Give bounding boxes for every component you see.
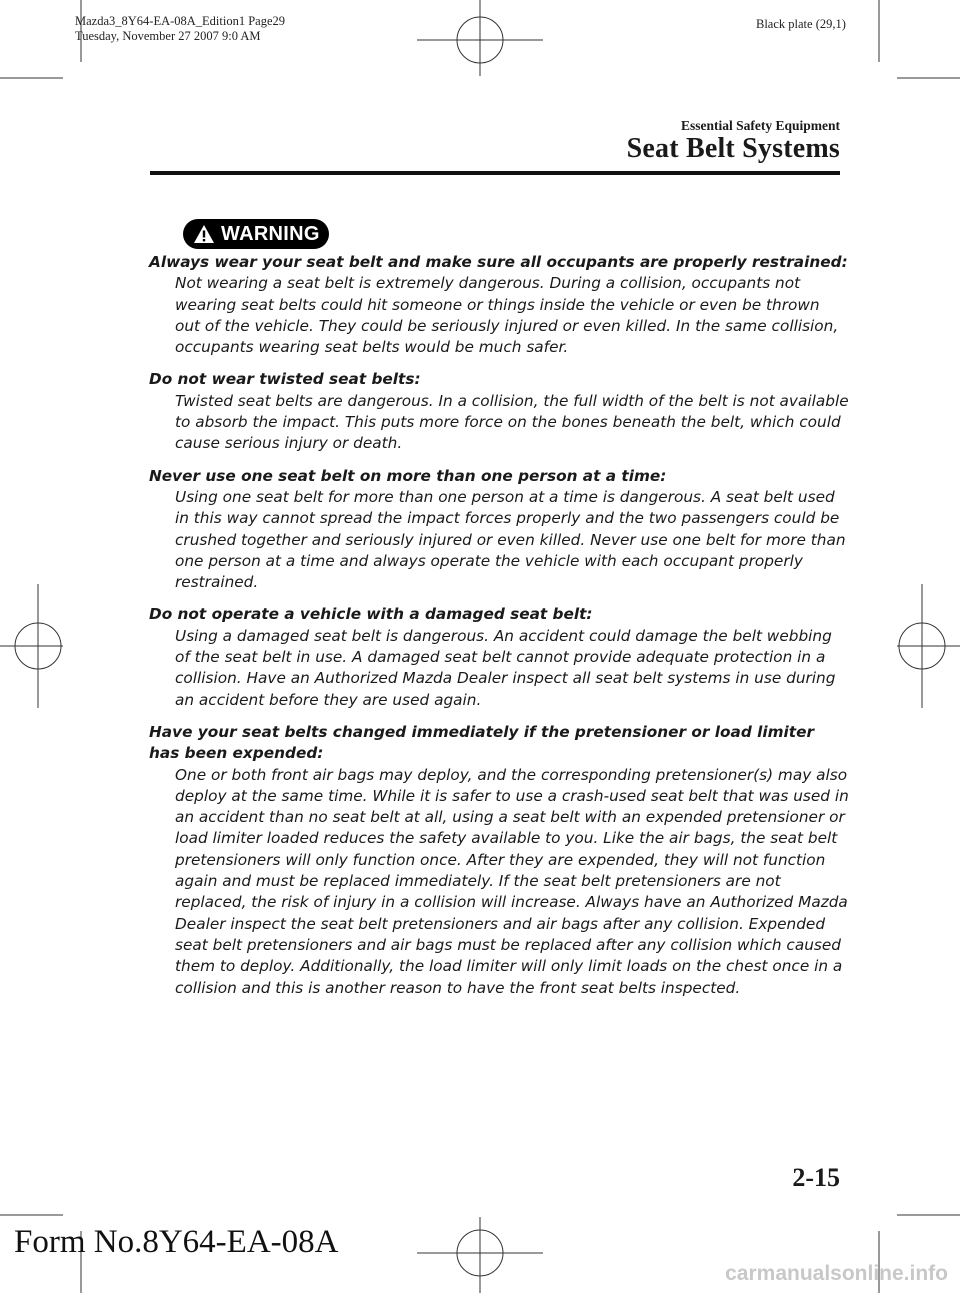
warning-item-body: Twisted seat belts are dangerous. In a collision, the full width of the belt is not available to absorb the impact. This puts more force on the bones beneath the belt, which could cause serious injury or death. — [175, 391, 849, 453]
page-title: Seat Belt Systems — [626, 133, 840, 164]
warning-label: WARNING — [221, 222, 320, 245]
warning-badge — [183, 219, 329, 249]
print-metadata — [75, 14, 285, 44]
warning-triangle-icon — [193, 224, 215, 244]
section-label: Essential Safety Equipment — [680, 118, 840, 133]
watermark: carmanualsonline.info — [725, 1262, 948, 1285]
warning-item-body: Not wearing a seat belt is extremely dangerous. During a collision, occupants not wearing seat belts could hit someone or things inside the vehicle or even be thrown out of the vehicle. They could be seriously injured or even killed. In the same collision, occupants wearing seat belts would be much safer. — [175, 274, 839, 357]
warning-item — [149, 466, 849, 594]
warning-item-body: One or both front air bags may deploy, and the corresponding pretensioner(s) may also deploy at the same time. While it is safer to use a crash-used seat belt that was used in an accident than no seat belt at all, using a seat belt with an expended pretensioner or load limiter loaded reduces the safety available to you. Like the air bags, the seat belt pretensioners will only function once. After they are expended, they will not function again and must be replaced immediately. If the seat belt pretensioners are not replaced, the risk of injury in a collision will increase. Always have an Authorized Mazda Dealer inspect the seat belt pretensioners and air bags after any collision. Expended seat belt pretensioners and air bags must be replaced after any collision which caused them to deploy. Additionally, the load limiter will only limit loads on the chest once in a collision and this is another reason to have the front seat belts inspected. — [175, 765, 849, 997]
warning-item-body: Using one seat belt for more than one person at a time is dangerous. A seat belt used in this way cannot spread the impact forces properly and the two passengers could be crushed together and seriously injured or even killed. Never use one belt for more than one person at a time and always operate the vehicle with each occupant properly restrained. — [175, 487, 846, 592]
form-number: Form No.8Y64-EA-08A — [14, 1224, 339, 1260]
warning-item-heading: Always wear your seat belt and make sure all occupants are properly restrained: — [149, 253, 848, 271]
warning-item-heading: Have your seat belts changed immediately if the pretensioner or load limiter has been expended: — [149, 722, 814, 763]
print-meta-line1: Mazda3_8Y64-EA-08A_Edition1 Page29 — [75, 14, 286, 28]
print-meta-line2: Tuesday, November 27 2007 9:0 AM — [75, 29, 261, 43]
warning-item-body: Using a damaged seat belt is dangerous. An accident could damage the belt webbing of the seat belt in use. A damaged seat belt cannot provide adequate protection in a collision. Have an Authorized Mazda Dealer inspect all seat belt systems in use during an accident before they are used again. — [175, 626, 836, 709]
warning-item — [149, 604, 849, 710]
warning-content — [149, 252, 849, 1010]
page-number: 2-15 — [792, 1163, 840, 1192]
warning-item-heading: Never use one seat belt on more than one person at a time: — [149, 466, 667, 485]
warning-item — [149, 722, 849, 999]
warning-item — [149, 369, 849, 454]
warning-item — [149, 252, 849, 358]
warning-item-heading: Do not operate a vehicle with a damaged seat belt: — [149, 605, 593, 624]
title-rule — [150, 171, 840, 175]
warning-item-heading: Do not wear twisted seat belts: — [149, 370, 421, 389]
plate-label: Black plate (29,1) — [756, 17, 846, 31]
